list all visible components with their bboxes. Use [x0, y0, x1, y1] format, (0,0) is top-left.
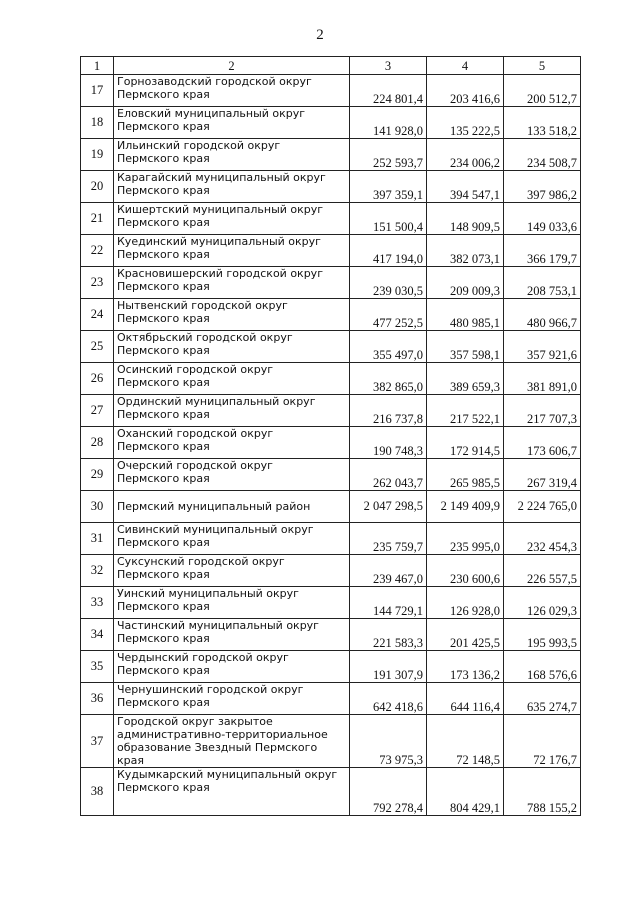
municipality-name: Уинский муниципальный округ Пермского края	[114, 587, 350, 619]
value-col-4: 135 222,5	[427, 107, 504, 139]
table-row	[81, 267, 581, 299]
value-col-3: 417 194,0	[350, 235, 427, 267]
table-row	[81, 107, 581, 139]
row-number: 23	[81, 267, 114, 299]
municipality-name: Чердынский городской округ Пермского края	[114, 651, 350, 683]
value-col-3: 792 278,4	[350, 768, 427, 816]
table-row	[81, 619, 581, 651]
value-col-4: 203 416,6	[427, 75, 504, 107]
row-number: 34	[81, 619, 114, 651]
municipality-name: Пермский муниципальный район	[114, 491, 350, 523]
value-col-4: 173 136,2	[427, 651, 504, 683]
municipality-name: Красновишерский городской округ Пермского края	[114, 267, 350, 299]
row-number: 30	[81, 491, 114, 523]
value-col-5: 635 274,7	[504, 683, 581, 715]
table-row	[81, 331, 581, 363]
row-number: 33	[81, 587, 114, 619]
value-col-5: 366 179,7	[504, 235, 581, 267]
row-number: 37	[81, 715, 114, 768]
value-col-4: 394 547,1	[427, 171, 504, 203]
value-col-4: 126 928,0	[427, 587, 504, 619]
value-col-3: 216 737,8	[350, 395, 427, 427]
row-number: 21	[81, 203, 114, 235]
value-col-3: 190 748,3	[350, 427, 427, 459]
value-col-5: 173 606,7	[504, 427, 581, 459]
row-number: 19	[81, 139, 114, 171]
value-col-3: 355 497,0	[350, 331, 427, 363]
table-row	[81, 427, 581, 459]
value-col-3: 151 500,4	[350, 203, 427, 235]
value-col-5: 168 576,6	[504, 651, 581, 683]
municipality-name: Кудымкарский муниципальный округ Пермского края	[114, 768, 350, 816]
municipality-name: Еловский муниципальный округ Пермского края	[114, 107, 350, 139]
row-number: 36	[81, 683, 114, 715]
value-col-5: 357 921,6	[504, 331, 581, 363]
value-col-3: 262 043,7	[350, 459, 427, 491]
value-col-4: 234 006,2	[427, 139, 504, 171]
value-col-5: 397 986,2	[504, 171, 581, 203]
municipality-name: Сивинский муниципальный округ Пермского края	[114, 523, 350, 555]
value-col-3: 144 729,1	[350, 587, 427, 619]
row-number: 29	[81, 459, 114, 491]
table-row	[81, 715, 581, 768]
row-number: 22	[81, 235, 114, 267]
municipality-name: Суксунский городской округ Пермского края	[114, 555, 350, 587]
value-col-3: 642 418,6	[350, 683, 427, 715]
value-col-3: 382 865,0	[350, 363, 427, 395]
row-number: 32	[81, 555, 114, 587]
value-col-4: 480 985,1	[427, 299, 504, 331]
value-col-3: 477 252,5	[350, 299, 427, 331]
row-number: 26	[81, 363, 114, 395]
value-col-4: 357 598,1	[427, 331, 504, 363]
value-col-3: 239 467,0	[350, 555, 427, 587]
value-col-3: 235 759,7	[350, 523, 427, 555]
value-col-3: 73 975,3	[350, 715, 427, 768]
municipality-name: Горнозаводский городской округ Пермского края	[114, 75, 350, 107]
table-row	[81, 203, 581, 235]
column-header-5: 5	[504, 57, 581, 75]
table-row	[81, 683, 581, 715]
column-header-3: 3	[350, 57, 427, 75]
value-col-4: 209 009,3	[427, 267, 504, 299]
value-col-5: 126 029,3	[504, 587, 581, 619]
value-col-5: 195 993,5	[504, 619, 581, 651]
value-col-4: 217 522,1	[427, 395, 504, 427]
table-row	[81, 75, 581, 107]
value-col-3: 221 583,3	[350, 619, 427, 651]
value-col-5: 788 155,2	[504, 768, 581, 816]
table-row	[81, 299, 581, 331]
municipality-name: Оханский городской округ Пермского края	[114, 427, 350, 459]
page-number: 2	[316, 27, 324, 43]
table-row	[81, 171, 581, 203]
value-col-4: 230 600,6	[427, 555, 504, 587]
value-col-5: 480 966,7	[504, 299, 581, 331]
municipality-name: Очерский городской округ Пермского края	[114, 459, 350, 491]
table-body	[81, 75, 581, 816]
value-col-5: 226 557,5	[504, 555, 581, 587]
value-col-5: 133 518,2	[504, 107, 581, 139]
column-header-2: 2	[114, 57, 350, 75]
municipality-name: Куединский муниципальный округ Пермского края	[114, 235, 350, 267]
table-header-row	[81, 57, 581, 75]
budget-table	[80, 56, 581, 816]
row-number: 18	[81, 107, 114, 139]
table-row	[81, 523, 581, 555]
value-col-4: 72 148,5	[427, 715, 504, 768]
value-col-5: 72 176,7	[504, 715, 581, 768]
value-col-5: 208 753,1	[504, 267, 581, 299]
row-number: 31	[81, 523, 114, 555]
value-col-4: 644 116,4	[427, 683, 504, 715]
value-col-5: 149 033,6	[504, 203, 581, 235]
table-row	[81, 491, 581, 523]
municipality-name: Ильинский городской округ Пермского края	[114, 139, 350, 171]
value-col-5: 2 224 765,0	[504, 491, 581, 523]
table-row	[81, 459, 581, 491]
municipality-name: Ординский муниципальный округ Пермского края	[114, 395, 350, 427]
table-row	[81, 651, 581, 683]
municipality-name: Кишертский муниципальный округ Пермского края	[114, 203, 350, 235]
value-col-4: 235 995,0	[427, 523, 504, 555]
value-col-4: 201 425,5	[427, 619, 504, 651]
municipality-name: Городской округ закрытое административно-территориальное образование Звездный Пермского края	[114, 715, 350, 768]
row-number: 20	[81, 171, 114, 203]
row-number: 28	[81, 427, 114, 459]
municipality-name: Чернушинский городской округ Пермского края	[114, 683, 350, 715]
municipality-name: Карагайский муниципальный округ Пермского края	[114, 171, 350, 203]
value-col-4: 172 914,5	[427, 427, 504, 459]
row-number: 17	[81, 75, 114, 107]
table-row	[81, 235, 581, 267]
value-col-3: 224 801,4	[350, 75, 427, 107]
table-row	[81, 555, 581, 587]
value-col-5: 217 707,3	[504, 395, 581, 427]
table-row	[81, 139, 581, 171]
value-col-4: 389 659,3	[427, 363, 504, 395]
value-col-3: 397 359,1	[350, 171, 427, 203]
table-row	[81, 768, 581, 816]
value-col-3: 141 928,0	[350, 107, 427, 139]
row-number: 27	[81, 395, 114, 427]
row-number: 38	[81, 768, 114, 816]
row-number: 35	[81, 651, 114, 683]
value-col-4: 148 909,5	[427, 203, 504, 235]
value-col-3: 2 047 298,5	[350, 491, 427, 523]
table-row	[81, 587, 581, 619]
value-col-4: 382 073,1	[427, 235, 504, 267]
column-header-4: 4	[427, 57, 504, 75]
value-col-4: 265 985,5	[427, 459, 504, 491]
value-col-5: 234 508,7	[504, 139, 581, 171]
value-col-4: 2 149 409,9	[427, 491, 504, 523]
value-col-5: 232 454,3	[504, 523, 581, 555]
column-header-1: 1	[81, 57, 114, 75]
municipality-name: Осинский городской округ Пермского края	[114, 363, 350, 395]
value-col-3: 239 030,5	[350, 267, 427, 299]
value-col-3: 252 593,7	[350, 139, 427, 171]
table-row	[81, 363, 581, 395]
value-col-5: 267 319,4	[504, 459, 581, 491]
table-row	[81, 395, 581, 427]
row-number: 25	[81, 331, 114, 363]
value-col-3: 191 307,9	[350, 651, 427, 683]
row-number: 24	[81, 299, 114, 331]
municipality-name: Частинский муниципальный округ Пермского края	[114, 619, 350, 651]
value-col-4: 804 429,1	[427, 768, 504, 816]
municipality-name: Октябрьский городской округ Пермского края	[114, 331, 350, 363]
value-col-5: 200 512,7	[504, 75, 581, 107]
municipality-name: Нытвенский городской округ Пермского края	[114, 299, 350, 331]
value-col-5: 381 891,0	[504, 363, 581, 395]
